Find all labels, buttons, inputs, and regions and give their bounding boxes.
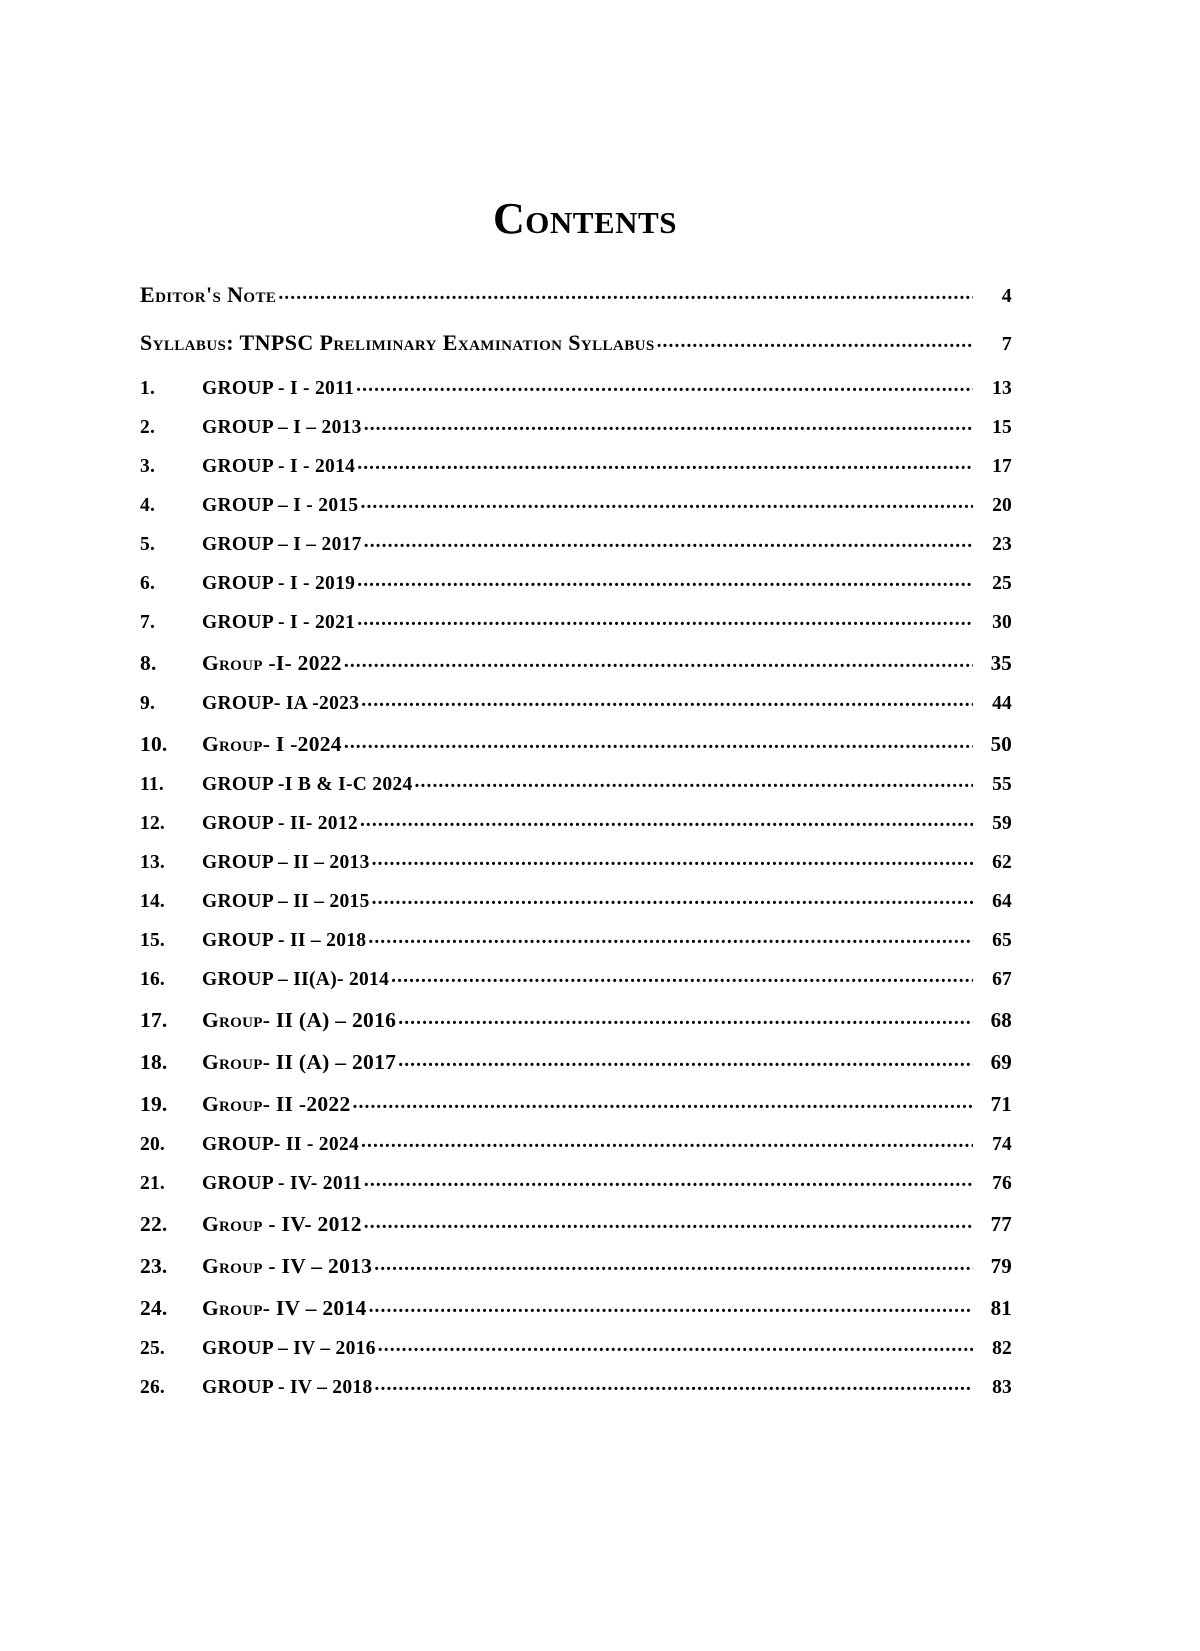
dotted-leader bbox=[369, 1301, 973, 1317]
toc-entry-page-number: 82 bbox=[992, 1338, 1012, 1360]
toc-entry[interactable] bbox=[140, 456, 1012, 478]
toc-entry-number: 3. bbox=[140, 456, 156, 478]
dotted-leader bbox=[368, 932, 973, 948]
page-title: Contents bbox=[493, 194, 677, 243]
dotted-leader bbox=[278, 288, 973, 304]
toc-entry-page-number: 7 bbox=[1001, 333, 1012, 356]
toc-entry-label: Group - IV- 2012 bbox=[202, 1212, 362, 1237]
toc-entry-page-number: 62 bbox=[992, 852, 1012, 874]
dotted-leader bbox=[372, 893, 973, 909]
dotted-leader bbox=[372, 854, 973, 870]
toc-entry-page-number: 81 bbox=[990, 1296, 1012, 1321]
toc-entry-number: 7. bbox=[140, 612, 156, 634]
toc-entry-number: 20. bbox=[140, 1134, 165, 1156]
toc-entry-label: Group- II (A) – 2016 bbox=[202, 1008, 397, 1033]
dotted-leader bbox=[361, 1136, 973, 1152]
toc-entry-number: 16. bbox=[140, 969, 165, 991]
toc-entry-label: Group -I- 2022 bbox=[202, 651, 342, 676]
toc-entry-page-number: 20 bbox=[992, 495, 1012, 517]
toc-entry-number: 2. bbox=[140, 417, 156, 439]
toc-entry[interactable] bbox=[140, 732, 1012, 757]
toc-entry[interactable] bbox=[140, 573, 1012, 595]
toc-entry[interactable] bbox=[140, 417, 1012, 439]
toc-entry[interactable] bbox=[140, 1092, 1012, 1117]
toc-entry[interactable] bbox=[140, 651, 1012, 676]
toc-front-matter-list bbox=[140, 282, 1012, 356]
toc-entry-page-number: 23 bbox=[992, 534, 1012, 556]
dotted-leader bbox=[657, 336, 973, 352]
toc-entry[interactable] bbox=[140, 330, 1012, 356]
toc-entry[interactable] bbox=[140, 1173, 1012, 1195]
dotted-leader bbox=[360, 497, 973, 513]
dotted-leader bbox=[356, 380, 973, 396]
toc-entry[interactable] bbox=[140, 930, 1012, 952]
toc-entry-number: 1. bbox=[140, 378, 156, 400]
toc-entry-page-number: 30 bbox=[992, 612, 1012, 634]
toc-entry-page-number: 35 bbox=[990, 651, 1012, 676]
toc-entry[interactable] bbox=[140, 852, 1012, 874]
toc-entry-number: 18. bbox=[140, 1050, 168, 1075]
dotted-leader bbox=[364, 1217, 973, 1233]
toc-entry-number: 10. bbox=[140, 732, 168, 757]
toc-entry-number: 6. bbox=[140, 573, 156, 595]
toc-entry-page-number: 71 bbox=[990, 1092, 1012, 1117]
toc-entry-label: GROUP - I - 2019 bbox=[202, 573, 356, 595]
toc-entry-list bbox=[140, 378, 1012, 1399]
toc-entry-number: 4. bbox=[140, 495, 156, 517]
toc-entry[interactable] bbox=[140, 1377, 1012, 1399]
toc-entry-number: 12. bbox=[140, 813, 165, 835]
dotted-leader bbox=[357, 575, 973, 591]
toc-entry-page-number: 15 bbox=[992, 417, 1012, 439]
toc-entry[interactable] bbox=[140, 891, 1012, 913]
toc-entry-label: GROUP- II - 2024 bbox=[202, 1134, 360, 1156]
toc-entry-number: 15. bbox=[140, 930, 165, 952]
toc-entry[interactable] bbox=[140, 813, 1012, 835]
toc-entry-page-number: 64 bbox=[992, 891, 1012, 913]
toc-entry[interactable] bbox=[140, 969, 1012, 991]
toc-entry[interactable] bbox=[140, 1296, 1012, 1321]
dotted-leader bbox=[360, 815, 973, 831]
toc-entry-page-number: 79 bbox=[990, 1254, 1012, 1279]
toc-entry-number: 8. bbox=[140, 651, 157, 676]
toc-entry-label: GROUP - I - 2011 bbox=[202, 378, 355, 400]
dotted-leader bbox=[415, 776, 973, 792]
toc-entry-number: 22. bbox=[140, 1212, 168, 1237]
toc-entry-label: Syllabus: TNPSC Preliminary Examination Syllabus bbox=[140, 330, 655, 356]
dotted-leader bbox=[364, 419, 973, 435]
toc-entry-number: 21. bbox=[140, 1173, 165, 1195]
toc-entry-number: 24. bbox=[140, 1296, 168, 1321]
toc-entry[interactable] bbox=[140, 1338, 1012, 1360]
dotted-leader bbox=[364, 1175, 973, 1191]
toc-entry-label: Group- II -2022 bbox=[202, 1092, 351, 1117]
toc-entry-number: 13. bbox=[140, 852, 165, 874]
toc-entry[interactable] bbox=[140, 693, 1012, 715]
toc-entry-label: Group- II (A) – 2017 bbox=[202, 1050, 397, 1075]
toc-entry-page-number: 50 bbox=[990, 732, 1012, 757]
toc-entry[interactable] bbox=[140, 1212, 1012, 1237]
toc-entry-page-number: 76 bbox=[992, 1173, 1012, 1195]
toc-entry-label: Group- I -2024 bbox=[202, 732, 342, 757]
toc-entry-page-number: 68 bbox=[990, 1008, 1012, 1033]
toc-entry-page-number: 59 bbox=[992, 813, 1012, 835]
dotted-leader bbox=[364, 536, 973, 552]
toc-entry-label: GROUP - II- 2012 bbox=[202, 813, 358, 835]
dotted-leader bbox=[391, 971, 973, 987]
toc-entry[interactable] bbox=[140, 495, 1012, 517]
toc-entry-page-number: 74 bbox=[992, 1134, 1012, 1156]
toc-entry-label: Group- IV – 2014 bbox=[202, 1296, 367, 1321]
toc-entry-page-number: 4 bbox=[1001, 285, 1012, 308]
toc-entry-number: 19. bbox=[140, 1092, 168, 1117]
toc-entry-number: 25. bbox=[140, 1338, 165, 1360]
toc-entry-label: GROUP – I - 2015 bbox=[202, 495, 359, 517]
toc-entry-label: GROUP – II – 2013 bbox=[202, 852, 370, 874]
dotted-leader bbox=[357, 458, 973, 474]
dotted-leader bbox=[374, 1259, 973, 1275]
toc-entry-label: GROUP -I B & I-C 2024 bbox=[202, 774, 413, 796]
toc-entry-page-number: 13 bbox=[992, 378, 1012, 400]
dotted-leader bbox=[353, 1097, 973, 1113]
toc-entry-label: GROUP - IV – 2018 bbox=[202, 1377, 373, 1399]
toc-entry-label: GROUP – II – 2015 bbox=[202, 891, 370, 913]
toc-entry[interactable] bbox=[140, 1050, 1012, 1075]
toc-entry-label: GROUP - II – 2018 bbox=[202, 930, 367, 952]
toc-entry[interactable] bbox=[140, 282, 1012, 308]
toc-entry-label: Group - IV – 2013 bbox=[202, 1254, 373, 1279]
toc-entry-number: 17. bbox=[140, 1008, 168, 1033]
toc-entry-label: GROUP- IA -2023 bbox=[202, 693, 360, 715]
dotted-leader bbox=[344, 737, 973, 753]
dotted-leader bbox=[357, 614, 973, 630]
toc-entry-page-number: 67 bbox=[992, 969, 1012, 991]
toc-entry-page-number: 83 bbox=[992, 1377, 1012, 1399]
toc-entry-page-number: 65 bbox=[992, 930, 1012, 952]
dotted-leader bbox=[361, 695, 973, 711]
toc-entry-label: GROUP - I - 2014 bbox=[202, 456, 356, 478]
toc-entry-page-number: 69 bbox=[990, 1050, 1012, 1075]
toc-entry-page-number: 77 bbox=[990, 1212, 1012, 1237]
toc-entry-number: 5. bbox=[140, 534, 156, 556]
toc-entry-label: GROUP – I – 2013 bbox=[202, 417, 362, 439]
toc-entry-label: GROUP - I - 2021 bbox=[202, 612, 356, 634]
toc-entry-label: Editor's Note bbox=[140, 282, 277, 308]
toc-entry-page-number: 44 bbox=[992, 693, 1012, 715]
toc-entry[interactable] bbox=[140, 1134, 1012, 1156]
toc-entry-page-number: 25 bbox=[992, 573, 1012, 595]
toc-entry-label: GROUP – II(A)- 2014 bbox=[202, 969, 390, 991]
toc-entry[interactable] bbox=[140, 378, 1012, 400]
dotted-leader bbox=[375, 1379, 974, 1395]
dotted-leader bbox=[398, 1055, 973, 1071]
toc-entry-label: GROUP - IV- 2011 bbox=[202, 1173, 362, 1195]
dotted-leader bbox=[378, 1340, 973, 1356]
toc-entry-label: GROUP – IV – 2016 bbox=[202, 1338, 376, 1360]
toc-entry[interactable] bbox=[140, 1254, 1012, 1279]
toc-entry-number: 23. bbox=[140, 1254, 168, 1279]
toc-entry[interactable] bbox=[140, 612, 1012, 634]
toc-entry[interactable] bbox=[140, 774, 1012, 796]
toc-entry-page-number: 17 bbox=[992, 456, 1012, 478]
toc-entry-page-number: 55 bbox=[992, 774, 1012, 796]
toc-entry-number: 26. bbox=[140, 1377, 165, 1399]
dotted-leader bbox=[344, 656, 973, 672]
toc-entry[interactable] bbox=[140, 534, 1012, 556]
toc-entry[interactable] bbox=[140, 1008, 1012, 1033]
toc-entry-number: 11. bbox=[140, 774, 164, 796]
toc-entry-label: GROUP – I – 2017 bbox=[202, 534, 362, 556]
dotted-leader bbox=[398, 1013, 973, 1029]
toc-entry-number: 9. bbox=[140, 693, 156, 715]
toc-entry-number: 14. bbox=[140, 891, 165, 913]
toc-container bbox=[140, 196, 1012, 1416]
